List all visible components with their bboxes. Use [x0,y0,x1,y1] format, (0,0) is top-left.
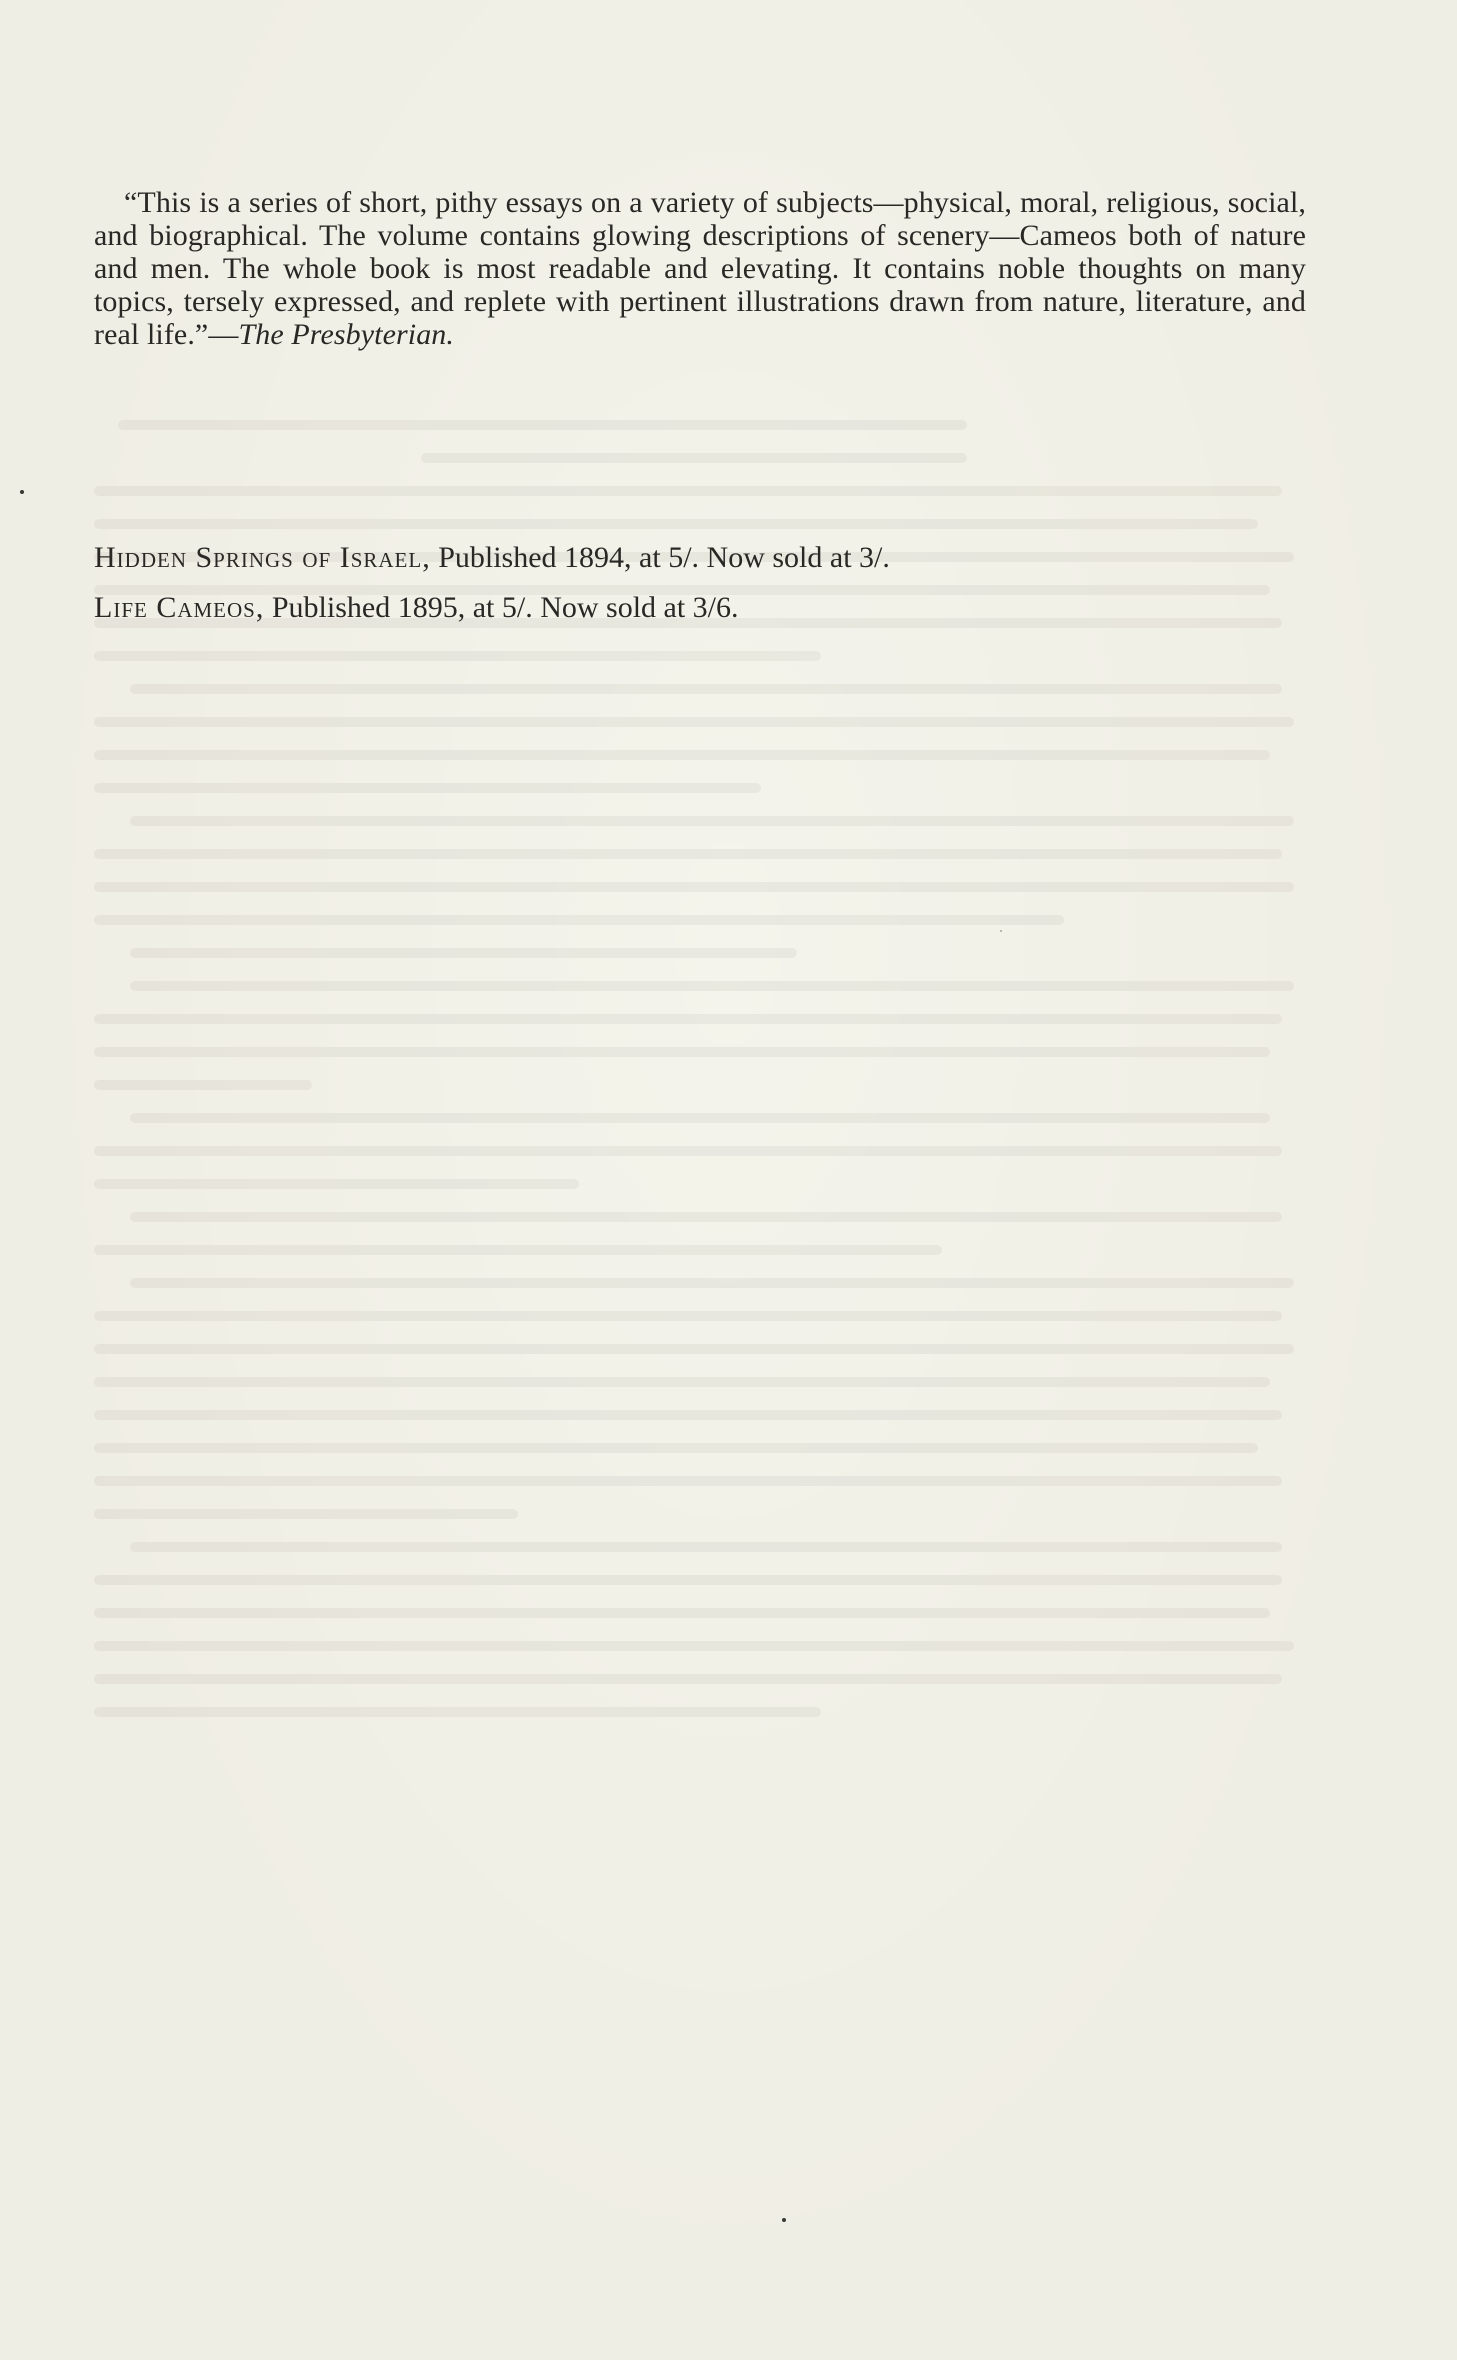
book-details: Published 1894, at 5/. Now sold at 3/. [438,541,890,574]
reverse-page-show-through [94,420,1306,2120]
paper-speck [20,490,24,494]
open-quote-mark: “ [124,186,138,219]
book-title: Hidden Springs of Israel, [94,541,431,574]
book-listing-hidden-springs [94,533,1306,583]
review-source: The Presbyterian. [238,318,455,351]
book-listings [94,533,1306,633]
review-quote [94,186,1306,351]
paper-speck [1000,930,1002,932]
book-details: Published 1895, at 5/. Now sold at 3/6. [271,591,739,624]
book-title: Life Cameos, [94,591,265,624]
paper-speck [782,2218,786,2222]
book-listing-life-cameos [94,583,1306,633]
review-text: This is a series of short, pithy essays on a variety of subjects—physical, moral, religious, social, and biographical. The volume contains glowing descriptions of scenery—Cameos both of nature and men. The whole book is most readable and elevating. It contains noble thoughts on many topics, tersely expressed, and replete with pertinent illustrations drawn from nature, literature, and real life.”— [94,186,1306,351]
